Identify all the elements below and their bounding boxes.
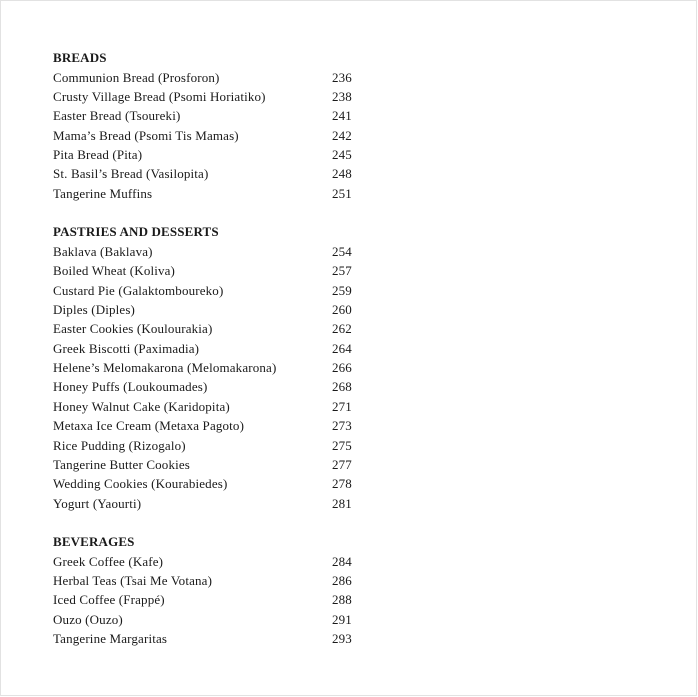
- entry-title: Tangerine Margaritas: [53, 631, 168, 647]
- section-heading: BEVERAGES: [53, 534, 135, 550]
- entry-page-number: 273: [332, 418, 352, 434]
- toc-entry: [53, 339, 373, 358]
- entry-title: Wedding Cookies (Kourabiedes): [53, 476, 228, 492]
- toc-entry: [53, 184, 373, 203]
- toc-entry: [53, 377, 373, 396]
- toc-entry: [53, 87, 373, 106]
- toc-entry: [53, 610, 373, 629]
- entry-title: Boiled Wheat (Koliva): [53, 263, 176, 279]
- entry-page-number: 260: [332, 301, 352, 317]
- entry-page-number: 236: [332, 69, 352, 85]
- entry-page-number: 259: [332, 282, 352, 298]
- table-of-contents: [53, 48, 373, 668]
- section-heading: BREADS: [53, 50, 107, 65]
- toc-section: [53, 48, 373, 203]
- entry-title: St. Basil’s Bread (Vasilopita): [53, 166, 209, 182]
- toc-entry: [53, 242, 373, 261]
- entry-page-number: 248: [332, 166, 352, 182]
- toc-entry: [53, 319, 373, 338]
- toc-entry: [53, 552, 373, 571]
- entry-page-number: 277: [332, 457, 352, 473]
- entry-page-number: 268: [332, 379, 352, 395]
- entry-page-number: 275: [332, 437, 352, 453]
- toc-entry: [53, 68, 373, 87]
- toc-entry: [53, 300, 373, 319]
- entry-title: Communion Bread (Prosforon): [53, 69, 220, 85]
- toc-entry: [53, 261, 373, 280]
- entry-page-number: 284: [332, 553, 352, 569]
- entry-page-number: 241: [332, 108, 352, 124]
- entry-page-number: 242: [332, 127, 352, 143]
- entry-title: Mama’s Bread (Psomi Tis Mamas): [53, 127, 239, 143]
- toc-entry: [53, 436, 373, 455]
- entry-page-number: 286: [332, 573, 352, 589]
- toc-entry: [53, 358, 373, 377]
- entry-title: Helene’s Melomakarona (Melomakarona): [53, 360, 277, 376]
- entry-title: Iced Coffee (Frappé): [53, 592, 165, 608]
- entry-title: Honey Walnut Cake (Karidopita): [53, 398, 230, 414]
- toc-entry: [53, 106, 373, 125]
- entry-title: Yogurt (Yaourti): [53, 495, 142, 511]
- toc-entry: [53, 126, 373, 145]
- entry-page-number: 254: [332, 243, 352, 259]
- entry-page-number: 251: [332, 185, 352, 201]
- toc-entry: [53, 281, 373, 300]
- entry-title: Greek Coffee (Kafe): [53, 553, 164, 569]
- entry-page-number: 257: [332, 263, 352, 279]
- toc-entry: [53, 416, 373, 435]
- entry-page-number: 262: [332, 321, 352, 337]
- entry-page-number: 293: [332, 631, 352, 647]
- entry-title: Metaxa Ice Cream (Metaxa Pagoto): [53, 418, 245, 434]
- entry-title: Custard Pie (Galaktomboureko): [53, 282, 224, 298]
- toc-section: [53, 222, 373, 513]
- toc-section: [53, 532, 373, 648]
- toc-entry: [53, 571, 373, 590]
- entry-page-number: 238: [332, 88, 352, 104]
- entry-title: Honey Puffs (Loukoumades): [53, 379, 208, 395]
- entry-page-number: 281: [332, 495, 352, 511]
- entry-title: Pita Bread (Pita): [53, 147, 143, 163]
- entry-page-number: 271: [332, 398, 352, 414]
- toc-entry: [53, 590, 373, 609]
- toc-entry: [53, 474, 373, 493]
- toc-entry: [53, 145, 373, 164]
- toc-entry: [53, 397, 373, 416]
- entry-page-number: 245: [332, 147, 352, 163]
- entry-title: Easter Bread (Tsoureki): [53, 108, 181, 124]
- toc-entry: [53, 164, 373, 183]
- entry-title: Rice Pudding (Rizogalo): [53, 437, 186, 453]
- toc-entry: [53, 455, 373, 474]
- toc-entry: [53, 494, 373, 513]
- entry-page-number: 264: [332, 340, 352, 356]
- entry-title: Ouzo (Ouzo): [53, 611, 123, 627]
- entry-title: Baklava (Baklava): [53, 243, 153, 259]
- entry-page-number: 291: [332, 611, 352, 627]
- entry-title: Easter Cookies (Koulourakia): [53, 321, 213, 337]
- entry-page-number: 266: [332, 360, 352, 376]
- entry-page-number: 288: [332, 592, 352, 608]
- entry-title: Tangerine Muffins: [53, 185, 153, 201]
- section-heading: PASTRIES AND DESSERTS: [53, 224, 219, 240]
- entry-title: Crusty Village Bread (Psomi Horiatiko): [53, 88, 266, 104]
- entry-page-number: 278: [332, 476, 352, 492]
- entry-title: Diples (Diples): [53, 301, 136, 317]
- toc-entry: [53, 629, 373, 648]
- entry-title: Herbal Teas (Tsai Me Votana): [53, 573, 213, 589]
- entry-title: Tangerine Butter Cookies: [53, 457, 190, 473]
- entry-title: Greek Biscotti (Paximadia): [53, 340, 200, 356]
